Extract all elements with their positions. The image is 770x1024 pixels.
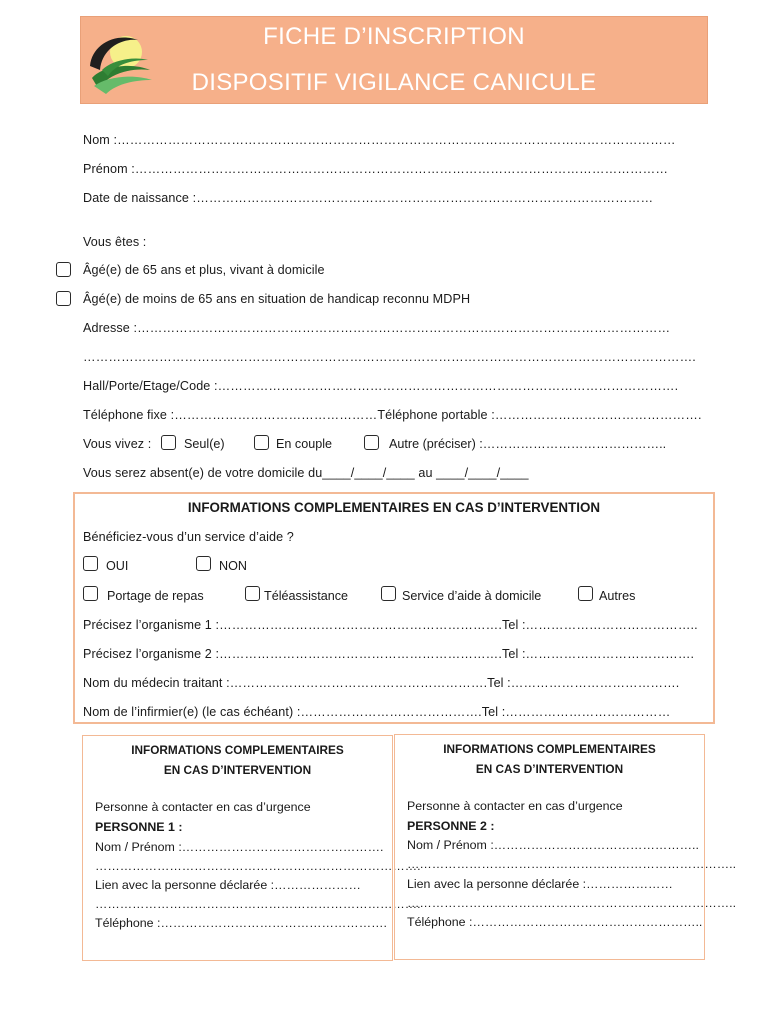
person2-dots1[interactable]: …………………………………………………………………….. <box>407 857 737 871</box>
checkbox-seul[interactable] <box>161 435 176 450</box>
autre-field[interactable]: Autre (préciser) :…………………………………….. <box>389 437 667 451</box>
prenom-field[interactable]: Prénom :……………………………………………………………………………………………………………… <box>83 162 669 176</box>
person1-title-line1: INFORMATIONS COMPLEMENTAIRES <box>131 743 344 757</box>
checkbox-autre[interactable] <box>364 435 379 450</box>
person2-nom-field[interactable]: Nom / Prénom :………………………………………….. <box>407 838 699 852</box>
organisme2-field[interactable]: Précisez l’organisme 2 :………………………………………………………….Tel :…………………………………. <box>83 647 695 661</box>
oui-label: OUI <box>106 559 129 573</box>
person1-card <box>82 735 421 961</box>
checkbox-oui[interactable] <box>83 556 98 571</box>
info-section-title: INFORMATIONS COMPLEMENTAIRES EN CAS D’INTERVENTION <box>187 500 601 515</box>
person1-contact-label: Personne à contacter en cas d’urgence <box>95 800 311 814</box>
person1-tel-field[interactable]: Téléphone :………………………………………………. <box>95 916 387 930</box>
person1-dots2[interactable]: ……………………………………………………………………. <box>95 897 421 911</box>
person1-title-line2: EN CAS D’INTERVENTION <box>163 763 312 777</box>
person2-label: PERSONNE 2 : <box>407 819 495 833</box>
person1-dots1[interactable]: ……………………………………………………………………. <box>95 859 421 873</box>
absence-field[interactable]: Vous serez absent(e) de votre domicile du____/____/____ au ____/____/____ <box>83 466 529 480</box>
checkbox-65-plus[interactable] <box>56 262 71 277</box>
form-subtitle: DISPOSITIF VIGILANCE CANICULE <box>191 69 597 96</box>
non-label: NON <box>219 559 247 573</box>
infirmier-field[interactable]: Nom de l’infirmier(e) (le cas échéant) :…………………………………….Tel :………………………………… <box>83 705 671 719</box>
person1-nom-field[interactable]: Nom / Prénom :…………………………………………. <box>95 840 384 854</box>
adresse-cont-field[interactable]: ………………………………………………………………………………………………………………………………. <box>83 350 696 364</box>
person2-title-line1: INFORMATIONS COMPLEMENTAIRES <box>443 742 656 756</box>
checkbox-portage[interactable] <box>83 586 98 601</box>
vous-etes-label: Vous êtes : <box>83 235 147 249</box>
person2-dots2[interactable]: …………………………………………………………………….. <box>407 896 737 910</box>
en-couple-label: En couple <box>276 437 333 451</box>
vous-vivez-label: Vous vivez : <box>83 437 152 451</box>
checkbox-autres[interactable] <box>578 586 593 601</box>
medecin-field[interactable]: Nom du médecin traitant :…………………………………………………….Tel :…………………………………. <box>83 676 680 690</box>
autres-label: Autres <box>599 589 636 603</box>
checkbox-service-aide[interactable] <box>381 586 396 601</box>
option-65-plus-label: Âgé(e) de 65 ans et plus, vivant à domicile <box>83 263 325 277</box>
portage-label: Portage de repas <box>107 589 204 603</box>
checkbox-teleassistance[interactable] <box>245 586 260 601</box>
nom-field[interactable]: Nom :…………………………………………………………………………………………………………………… <box>83 133 676 147</box>
telephone-field[interactable]: Téléphone fixe :…………………………………………Téléphone portable :…………………………………………. <box>83 408 702 422</box>
person2-title-line2: EN CAS D’INTERVENTION <box>475 762 624 776</box>
person2-contact-label: Personne à contacter en cas d’urgence <box>407 799 623 813</box>
header-banner <box>80 16 708 104</box>
seul-label: Seul(e) <box>184 437 225 451</box>
person1-label: PERSONNE 1 : <box>95 820 183 834</box>
logo-icon <box>82 26 156 96</box>
organisme1-field[interactable]: Précisez l’organisme 1 :………………………………………………………….Tel :………………………………….. <box>83 618 698 632</box>
hall-field[interactable]: Hall/Porte/Etage/Code :………………………………………………………………………………………………. <box>83 379 679 393</box>
checkbox-en-couple[interactable] <box>254 435 269 450</box>
option-handicap-label: Âgé(e) de moins de 65 ans en situation de handicap reconnu MDPH <box>83 292 471 306</box>
person2-tel-field[interactable]: Téléphone :……………………………………………….. <box>407 915 703 929</box>
checkbox-non[interactable] <box>196 556 211 571</box>
form-title: FICHE D’INSCRIPTION <box>263 23 525 50</box>
person2-card <box>394 734 737 960</box>
teleassistance-label: Téléassistance <box>264 589 348 603</box>
service-aide-label: Service d’aide à domicile <box>402 589 542 603</box>
person2-lien-field[interactable]: Lien avec la personne déclarée :………………… <box>407 877 673 891</box>
date-naissance-field[interactable]: Date de naissance :……………………………………………………………………………………………… <box>83 191 654 205</box>
person1-lien-field[interactable]: Lien avec la personne déclarée :………………… <box>95 878 361 892</box>
adresse-field[interactable]: Adresse :……………………………………………………………………………………………………………… <box>83 321 671 335</box>
checkbox-handicap[interactable] <box>56 291 71 306</box>
service-aide-question: Bénéficiez-vous d’un service d’aide ? <box>83 530 294 544</box>
